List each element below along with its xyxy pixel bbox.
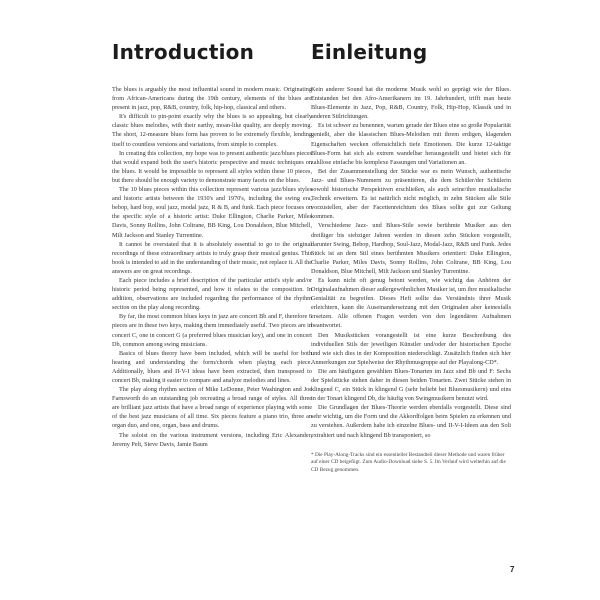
paragraph: Den Musikstücken vorangestellt ist eine kurze Beschreibung des individuellen Stils der jeweiligen Künstler und/oder der historischen Epoche und wie sich dies in der Komposition niederschlägt. Zusätzlich finden sich hier Anmerkungen zur Spielweise der Rhythmusgruppe auf der Playalong-CD*. [311, 331, 511, 366]
einleitung-column [311, 40, 511, 474]
paragraph: The blues is arguably the most influential sound in modern music. Originating from African-Americans during the 19th century, elements of the blues are present in jazz, pop, R&B, country, folk, hip-hop, classical and others. [112, 86, 312, 112]
paragraph: Die am häufigsten gewählten Blues-Tonarten im Jazz sind Bb und F: Sechs der Spielstücke stehen daher in diesen beiden Tonarten. Zwei Stücke stehen in klingend C, ein Stück in klingend G (sehr beliebt bei Bluesmusikern) und eins in der Tonart klingend Db, die häufig von Swingmusikern benutzt wird. [311, 367, 511, 403]
footnote: * Die Play-Along-Tracks sind ein essentieller Bestandteil dieser Methode und waren früher auf einer CD beigefügt. Zum Audio-Download siehe S. 5. Im Verlauf wird weiterhin auf die CD Bezug genommen. [311, 451, 506, 473]
paragraph: Basics of blues theory have been included, which will be useful for both hearing and understanding the form/chords when playing each piece. Additionally, blues and II-V-I ideas have been extracted, then transposed to concert Bb, making it easier to compare and analyze melodies and lines. [112, 349, 312, 384]
paragraph: In creating this collection, my hope was to present authentic jazz/blues pieces that would expand both the user's historic perspective and music techniques on the blues. It would be impossible to represent all styles within these 10 pieces, but there should be enough variety to demonstrate many facets on the blues. [112, 149, 312, 184]
paragraph: Verschiedene Jazz- und Blues-Stile sowie berühmte Musiker aus den dreißiger bis siebziger Jahren werden in diesen zehn Stücken vorgestellt, darunter Swing, Bebop, Hardbop, Soul-Jazz, Modal-Jazz, R&B und Funk. Jedes Stück ist an dem Stil eines berühmten Musikers orientiert: Duke Ellington, Charlie Parker, Miles Davis, Sonny Rollins, John Coltrane, BB King, Lou Donaldson, Blue Mitchell, Milt Jackson und Stanley Turrentine. [311, 222, 511, 275]
introduction-heading: Introduction [112, 40, 255, 64]
paragraph: The 10 blues pieces within this collection represent various jazz/blues styles and historic artists between the 1930's and 1970's, including the swing era, bebop, hard bop, soul jazz, modal jazz, R & B, and funk. Each piece focuses on the specific style of a historic artist: Duke Ellington, Charlie Parker, Miles Davis, Sonny Rollins, John Coltrane, BB King, Lou Donaldson, Blue Mitchell, Milt Jackson and Stanley Turrentine. [112, 186, 312, 239]
introduction-column [112, 40, 312, 449]
paragraph: Kein anderer Sound hat die moderne Musik wohl so geprägt wie der Blues. Entstanden bei den Afro-Amerikanern im 19. Jahrhundert, trifft man heute Blues-Elemente in Jazz, Pop, R&B, Country, Folk, Hip-Hop, Klassik und in anderen Stilrichtungen. [311, 86, 511, 121]
page-number: 7 [510, 565, 515, 574]
paragraph: The soloist on the various instrument versions, including Eric Alexander, Jeremy Pelt, Steve Davis, Jamie Baum [112, 431, 312, 448]
einleitung-heading: Einleitung [311, 40, 428, 64]
introduction-body [112, 85, 312, 449]
paragraph: It cannot be overstated that it is absolutely essential to go to the original recordings of these extraordinary artists to truly grasp their musical genius. This book is intended to aid in the understanding of their music, not replace it. All the answers are on great recordings. [112, 240, 312, 275]
paragraph: Bei der Zusammenstellung der Stücke war es mein Wunsch, authentische Jazz- und Blues-Nummern zu präsentieren, die dem Schüler/der Schülerin sowohl historische Perspektiven erschließen, als auch seine/ihre musikalische Technik erweitern. Es ist natürlich nicht möglich, in zehn Stücken alle Stile vorzustellen, aber der Facettenreichtum des Blues sollte gut zur Geltung kommen. [311, 167, 511, 221]
paragraph: It's difficult to pin-point exactly why the blues is so appealing, but clearly classic blues melodies, with their earthy, moan-like quality, are deeply moving. The short, 12-measure blues form has proven to be extremely flexible, lending itself to countless versions and variations, from simple to complex. [112, 113, 312, 148]
paragraph: By far, the most common blues keys in jazz are concert Bb and F, therefore 6 pieces are in these two keys, making them immediately useful. Two pieces are in concert C, one in concert G (a preferred blues musician key), and one in concert Db, common among swing musicians. [112, 313, 312, 348]
paragraph: Die Grundlagen der Blues-Theorie werden ebenfalls vorgestellt. Diese sind sehr wichtig, um die Form und die Akkordfolgen beim Spielen zu erkennen und zu verstehen. Außerdem habe ich einzelne Blues- und II-V-I-Ideen aus den Soli extrahiert und nach klingend Bb transponiert, so [311, 404, 511, 439]
paragraph: Es ist schwer zu benennen, warum gerade der Blues eine so große Popularität genießt, aber die klassischen Blues-Melodien mit ihrem erdigen, klagenden Eigenschaften wecken offensichtlich tiefe Emotionen. Die kurze 12-taktige Blues-Form hat sich als extrem wandelbar herausgestellt und bietet sich für zahllose einfache bis komplexe Fassungen und Variationen an. [311, 122, 511, 166]
einleitung-body [311, 85, 511, 440]
paragraph: Es kann nicht oft genug betont werden, wie wichtig das Anhören der Originalaufnahmen dieser außergewöhnlichen Musiker ist, um ihre musikalische Genialität zu begreifen. Dieses Heft sollte das Verständnis ihrer Musik erleichtern, kann die Auseinandersetzung mit den Originalen aber keinesfalls ersetzen. Alle offenen Fragen werden von den legendären Aufnahmen beantwortet. [311, 276, 511, 330]
paragraph: Each piece includes a brief description of the particular artist's style and/or historic period being represented, and how it relates to the composition. In addition, observations are included regarding the performance of the rhythm section on the play along recording. [112, 276, 312, 312]
paragraph: The play along rhythm section of Mike LeDonne, Peter Washington and Joe Farnsworth do an outstanding job recreating a broad range of styles. All three are brilliant jazz artists that have a broad range of experience playing with some of the best jazz musicians of all time. Six pieces feature a piano trio, three an organ duo, and one, organ, bass and drums. [112, 386, 312, 430]
